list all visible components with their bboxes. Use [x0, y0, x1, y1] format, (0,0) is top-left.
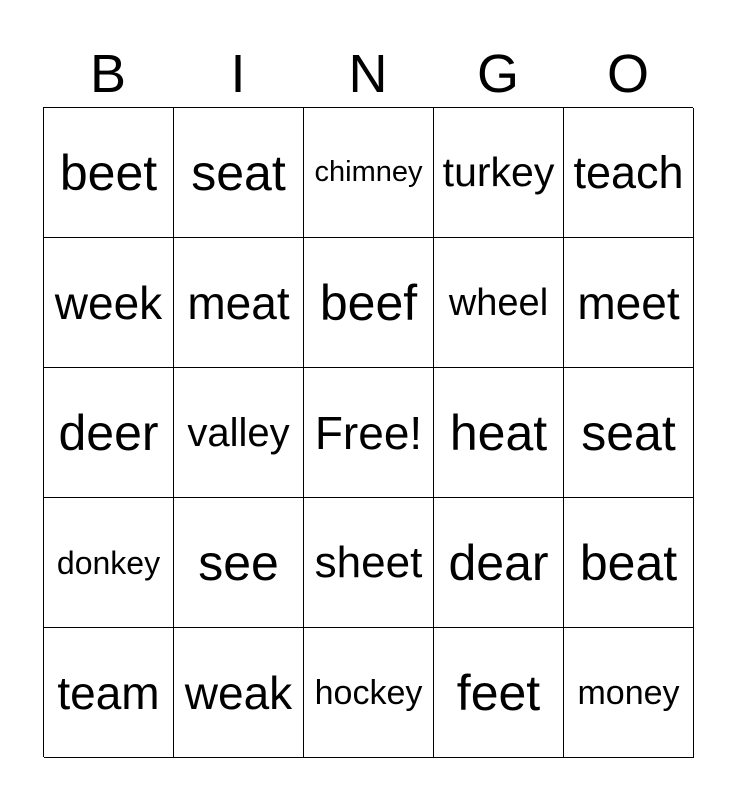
- cell-word: sheet: [314, 537, 423, 587]
- cell-word: wheel: [448, 281, 549, 324]
- cell-word: hockey: [314, 673, 423, 712]
- cell-word: Free!: [314, 406, 423, 459]
- cell-word: valley: [187, 410, 290, 455]
- cell-word: weak: [184, 666, 293, 719]
- bingo-cell[interactable]: [44, 498, 174, 628]
- bingo-cell[interactable]: [434, 108, 564, 238]
- bingo-cell[interactable]: [44, 628, 174, 758]
- bingo-cell[interactable]: [564, 628, 694, 758]
- cell-word: deer: [58, 404, 159, 461]
- bingo-board: [43, 107, 693, 757]
- bingo-cell[interactable]: [304, 628, 434, 758]
- bingo-cell[interactable]: [174, 238, 304, 368]
- bingo-cell[interactable]: [564, 368, 694, 498]
- cell-word: donkey: [56, 544, 161, 581]
- cell-word: chimney: [314, 156, 423, 188]
- bingo-cell[interactable]: [304, 238, 434, 368]
- bingo-cell[interactable]: [564, 108, 694, 238]
- bingo-cell[interactable]: [44, 238, 174, 368]
- header-letter-b: B: [89, 44, 127, 104]
- cell-word: money: [577, 673, 680, 712]
- bingo-cell[interactable]: [564, 238, 694, 368]
- bingo-cell[interactable]: [304, 108, 434, 238]
- bingo-header: [43, 40, 693, 108]
- bingo-cell[interactable]: [304, 498, 434, 628]
- bingo-cell[interactable]: [174, 628, 304, 758]
- cell-word: beet: [59, 144, 158, 201]
- free-space[interactable]: [304, 368, 434, 498]
- bingo-cell[interactable]: [434, 628, 564, 758]
- cell-word: teach: [573, 147, 684, 198]
- bingo-cell[interactable]: [434, 238, 564, 368]
- header-letter-n: N: [348, 44, 388, 104]
- cell-word: seat: [191, 144, 286, 201]
- bingo-cell[interactable]: [434, 498, 564, 628]
- cell-word: beat: [579, 534, 678, 591]
- bingo-cell[interactable]: [44, 108, 174, 238]
- cell-word: dear: [448, 534, 549, 591]
- bingo-cell[interactable]: [434, 368, 564, 498]
- header-letter-g: G: [476, 44, 519, 104]
- bingo-cell[interactable]: [44, 368, 174, 498]
- cell-word: see: [198, 534, 279, 591]
- cell-word: heat: [449, 404, 548, 461]
- bingo-cell[interactable]: [174, 498, 304, 628]
- cell-word: meat: [187, 276, 290, 329]
- cell-word: beef: [319, 274, 418, 331]
- cell-word: turkey: [442, 149, 555, 195]
- bingo-cell[interactable]: [174, 368, 304, 498]
- cell-word: meet: [577, 276, 680, 329]
- header-letter-o: O: [606, 44, 649, 104]
- header-letter-i: I: [230, 44, 246, 104]
- bingo-cell[interactable]: [564, 498, 694, 628]
- cell-word: team: [57, 666, 160, 719]
- cell-word: week: [54, 276, 163, 329]
- cell-word: seat: [581, 404, 676, 461]
- bingo-cell[interactable]: [174, 108, 304, 238]
- cell-word: feet: [456, 664, 541, 721]
